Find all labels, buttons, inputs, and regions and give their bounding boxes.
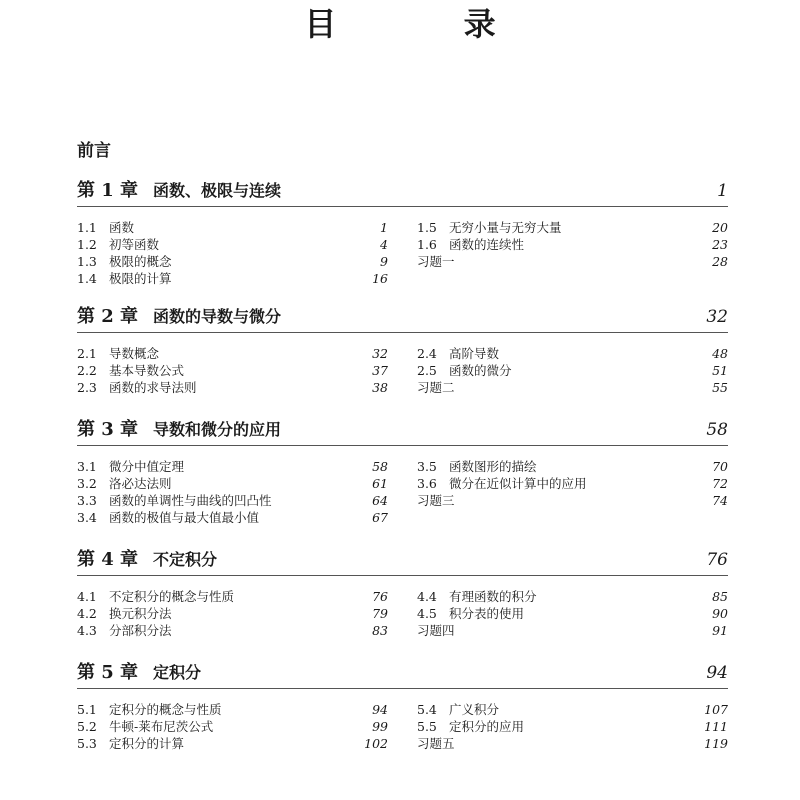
section-number: 5.2 bbox=[77, 719, 97, 734]
toc-entry[interactable] bbox=[77, 475, 388, 492]
section-column-right bbox=[417, 458, 728, 509]
section-page: 64 bbox=[372, 493, 388, 508]
section-page: 67 bbox=[372, 510, 388, 525]
section-title: 定积分的应用 bbox=[449, 719, 525, 734]
section-page: 102 bbox=[364, 736, 388, 751]
exercise-title: 习题一 bbox=[417, 254, 455, 269]
toc-entry[interactable] bbox=[417, 718, 728, 735]
section-page: 51 bbox=[712, 363, 728, 378]
section-column-left bbox=[77, 458, 388, 526]
toc-entry[interactable] bbox=[77, 605, 388, 622]
section-title: 牛顿-莱布尼茨公式 bbox=[109, 719, 214, 734]
toc-entry[interactable] bbox=[417, 458, 728, 475]
section-title: 换元积分法 bbox=[109, 606, 172, 621]
section-number: 1.5 bbox=[417, 220, 437, 235]
section-title: 函数的单调性与曲线的凹凸性 bbox=[109, 493, 272, 508]
section-page: 1 bbox=[380, 220, 388, 235]
section-number: 1.3 bbox=[77, 254, 97, 269]
toc-entry[interactable] bbox=[77, 509, 388, 526]
section-number: 1.4 bbox=[77, 271, 97, 286]
chapter-heading[interactable] bbox=[77, 178, 728, 207]
section-number: 5.1 bbox=[77, 702, 97, 717]
toc-entry-exercises[interactable] bbox=[417, 492, 728, 509]
section-page: 23 bbox=[712, 237, 728, 252]
section-page: 111 bbox=[704, 719, 728, 734]
section-page: 85 bbox=[712, 589, 728, 604]
chapter-page: 58 bbox=[706, 420, 728, 440]
section-title: 极限的概念 bbox=[109, 254, 172, 269]
chapter-title: 定积分 bbox=[153, 663, 202, 682]
section-number: 3.4 bbox=[77, 510, 97, 525]
chapter-number: 第 1 章 bbox=[77, 180, 139, 201]
section-title: 函数的极值与最大值最小值 bbox=[109, 510, 260, 525]
section-page: 20 bbox=[712, 220, 728, 235]
section-number: 5.4 bbox=[417, 702, 437, 717]
exercise-title: 习题五 bbox=[417, 736, 455, 751]
section-page: 32 bbox=[372, 346, 388, 361]
toc-entry[interactable] bbox=[77, 362, 388, 379]
chapter-heading[interactable] bbox=[77, 417, 728, 446]
section-title: 极限的计算 bbox=[109, 271, 172, 286]
section-column-left bbox=[77, 345, 388, 396]
section-page: 61 bbox=[372, 476, 388, 491]
section-number: 2.1 bbox=[77, 346, 97, 361]
section-page: 28 bbox=[712, 254, 728, 269]
section-page: 76 bbox=[372, 589, 388, 604]
section-page: 83 bbox=[372, 623, 388, 638]
toc-entry[interactable] bbox=[417, 605, 728, 622]
toc-entry[interactable] bbox=[77, 718, 388, 735]
section-number: 1.1 bbox=[77, 220, 97, 235]
section-page: 107 bbox=[704, 702, 728, 717]
section-number: 3.5 bbox=[417, 459, 437, 474]
section-column-right bbox=[417, 219, 728, 270]
section-number: 1.6 bbox=[417, 237, 437, 252]
toc-entry[interactable] bbox=[417, 219, 728, 236]
section-title: 初等函数 bbox=[109, 237, 160, 252]
section-number: 3.3 bbox=[77, 493, 97, 508]
toc-entry-exercises[interactable] bbox=[417, 379, 728, 396]
toc-entry-exercises[interactable] bbox=[417, 253, 728, 270]
section-number: 4.1 bbox=[77, 589, 97, 604]
toc-entry-exercises[interactable] bbox=[417, 622, 728, 639]
section-title: 函数的微分 bbox=[449, 363, 512, 378]
section-page: 9 bbox=[380, 254, 388, 269]
section-title: 洛必达法则 bbox=[109, 476, 172, 491]
section-page: 119 bbox=[704, 736, 728, 751]
section-title: 微分在近似计算中的应用 bbox=[449, 476, 587, 491]
exercise-title: 习题四 bbox=[417, 623, 455, 638]
section-title: 函数的求导法则 bbox=[109, 380, 197, 395]
toc-entry[interactable] bbox=[77, 701, 388, 718]
exercise-title: 习题三 bbox=[417, 493, 455, 508]
section-number: 2.3 bbox=[77, 380, 97, 395]
section-page: 4 bbox=[380, 237, 388, 252]
chapter-title: 函数的导数与微分 bbox=[153, 307, 282, 326]
section-title: 高阶导数 bbox=[449, 346, 500, 361]
toc-entry[interactable] bbox=[77, 492, 388, 509]
section-number: 1.2 bbox=[77, 237, 97, 252]
section-title: 广义积分 bbox=[449, 702, 500, 717]
section-number: 4.5 bbox=[417, 606, 437, 621]
section-title: 函数 bbox=[109, 220, 135, 235]
chapter-page: 94 bbox=[706, 663, 728, 683]
section-title: 有理函数的积分 bbox=[449, 589, 537, 604]
chapter-4 bbox=[77, 547, 728, 638]
section-column-left bbox=[77, 588, 388, 639]
section-column-right bbox=[417, 701, 728, 752]
section-number: 4.3 bbox=[77, 623, 97, 638]
toc-entry[interactable] bbox=[417, 345, 728, 362]
section-page: 58 bbox=[372, 459, 388, 474]
section-page: 72 bbox=[712, 476, 728, 491]
section-title: 微分中值定理 bbox=[109, 459, 185, 474]
section-page: 94 bbox=[372, 702, 388, 717]
chapter-5 bbox=[77, 660, 728, 751]
chapter-2 bbox=[77, 304, 728, 395]
chapter-3 bbox=[77, 417, 728, 525]
section-column-left bbox=[77, 219, 388, 287]
chapter-number: 第 3 章 bbox=[77, 419, 139, 440]
section-column-right bbox=[417, 345, 728, 396]
section-number: 2.5 bbox=[417, 363, 437, 378]
section-page: 48 bbox=[712, 346, 728, 361]
chapter-heading[interactable] bbox=[77, 304, 728, 333]
page-title: 目 录 bbox=[304, 5, 554, 43]
chapter-heading[interactable] bbox=[77, 660, 728, 689]
chapter-number: 第 4 章 bbox=[77, 549, 139, 570]
toc-entry-exercises[interactable] bbox=[417, 735, 728, 752]
section-page: 37 bbox=[372, 363, 388, 378]
chapter-title: 不定积分 bbox=[153, 550, 218, 569]
section-number: 5.3 bbox=[77, 736, 97, 751]
section-column-left bbox=[77, 701, 388, 752]
section-page: 91 bbox=[712, 623, 728, 638]
section-title: 定积分的概念与性质 bbox=[109, 702, 222, 717]
toc-entry[interactable] bbox=[417, 701, 728, 718]
toc-entry[interactable] bbox=[417, 362, 728, 379]
section-page: 90 bbox=[712, 606, 728, 621]
toc-entry[interactable] bbox=[77, 219, 388, 236]
section-title: 积分表的使用 bbox=[449, 606, 525, 621]
toc-entry[interactable] bbox=[77, 236, 388, 253]
section-title: 导数概念 bbox=[109, 346, 160, 361]
section-title: 定积分的计算 bbox=[109, 736, 185, 751]
toc-entry[interactable] bbox=[77, 458, 388, 475]
chapter-page: 76 bbox=[706, 550, 728, 570]
section-number: 3.6 bbox=[417, 476, 437, 491]
section-number: 4.4 bbox=[417, 589, 437, 604]
toc-entry[interactable] bbox=[77, 622, 388, 639]
section-page: 70 bbox=[712, 459, 728, 474]
chapter-title: 导数和微分的应用 bbox=[153, 420, 282, 439]
section-number: 4.2 bbox=[77, 606, 97, 621]
chapter-number: 第 5 章 bbox=[77, 662, 139, 683]
section-number: 2.4 bbox=[417, 346, 437, 361]
toc-entry[interactable] bbox=[77, 253, 388, 270]
toc-entry[interactable] bbox=[417, 588, 728, 605]
section-page: 38 bbox=[372, 380, 388, 395]
toc-entry[interactable] bbox=[77, 588, 388, 605]
chapter-heading[interactable] bbox=[77, 547, 728, 576]
section-number: 2.2 bbox=[77, 363, 97, 378]
section-title: 函数图形的描绘 bbox=[449, 459, 537, 474]
section-title: 不定积分的概念与性质 bbox=[109, 589, 235, 604]
section-number: 3.2 bbox=[77, 476, 97, 491]
section-title: 函数的连续性 bbox=[449, 237, 525, 252]
section-page: 79 bbox=[372, 606, 388, 621]
toc-entry[interactable] bbox=[77, 345, 388, 362]
section-page: 99 bbox=[372, 719, 388, 734]
toc-entry[interactable] bbox=[77, 270, 388, 287]
chapter-page: 1 bbox=[717, 181, 728, 201]
toc-entry[interactable] bbox=[77, 735, 388, 752]
section-page: 16 bbox=[372, 271, 388, 286]
exercise-title: 习题二 bbox=[417, 380, 455, 395]
toc-entry[interactable] bbox=[417, 475, 728, 492]
toc-entry[interactable] bbox=[77, 379, 388, 396]
section-page: 74 bbox=[712, 493, 728, 508]
section-title: 无穷小量与无穷大量 bbox=[449, 220, 562, 235]
section-number: 5.5 bbox=[417, 719, 437, 734]
section-column-right bbox=[417, 588, 728, 639]
chapter-page: 32 bbox=[706, 307, 728, 327]
section-title: 分部积分法 bbox=[109, 623, 172, 638]
section-page: 55 bbox=[712, 380, 728, 395]
chapter-1 bbox=[77, 178, 728, 286]
chapter-number: 第 2 章 bbox=[77, 306, 139, 327]
preface-entry[interactable]: 前言 bbox=[77, 141, 111, 161]
toc-entry[interactable] bbox=[417, 236, 728, 253]
section-number: 3.1 bbox=[77, 459, 97, 474]
chapter-title: 函数、极限与连续 bbox=[153, 181, 282, 200]
section-title: 基本导数公式 bbox=[109, 363, 185, 378]
